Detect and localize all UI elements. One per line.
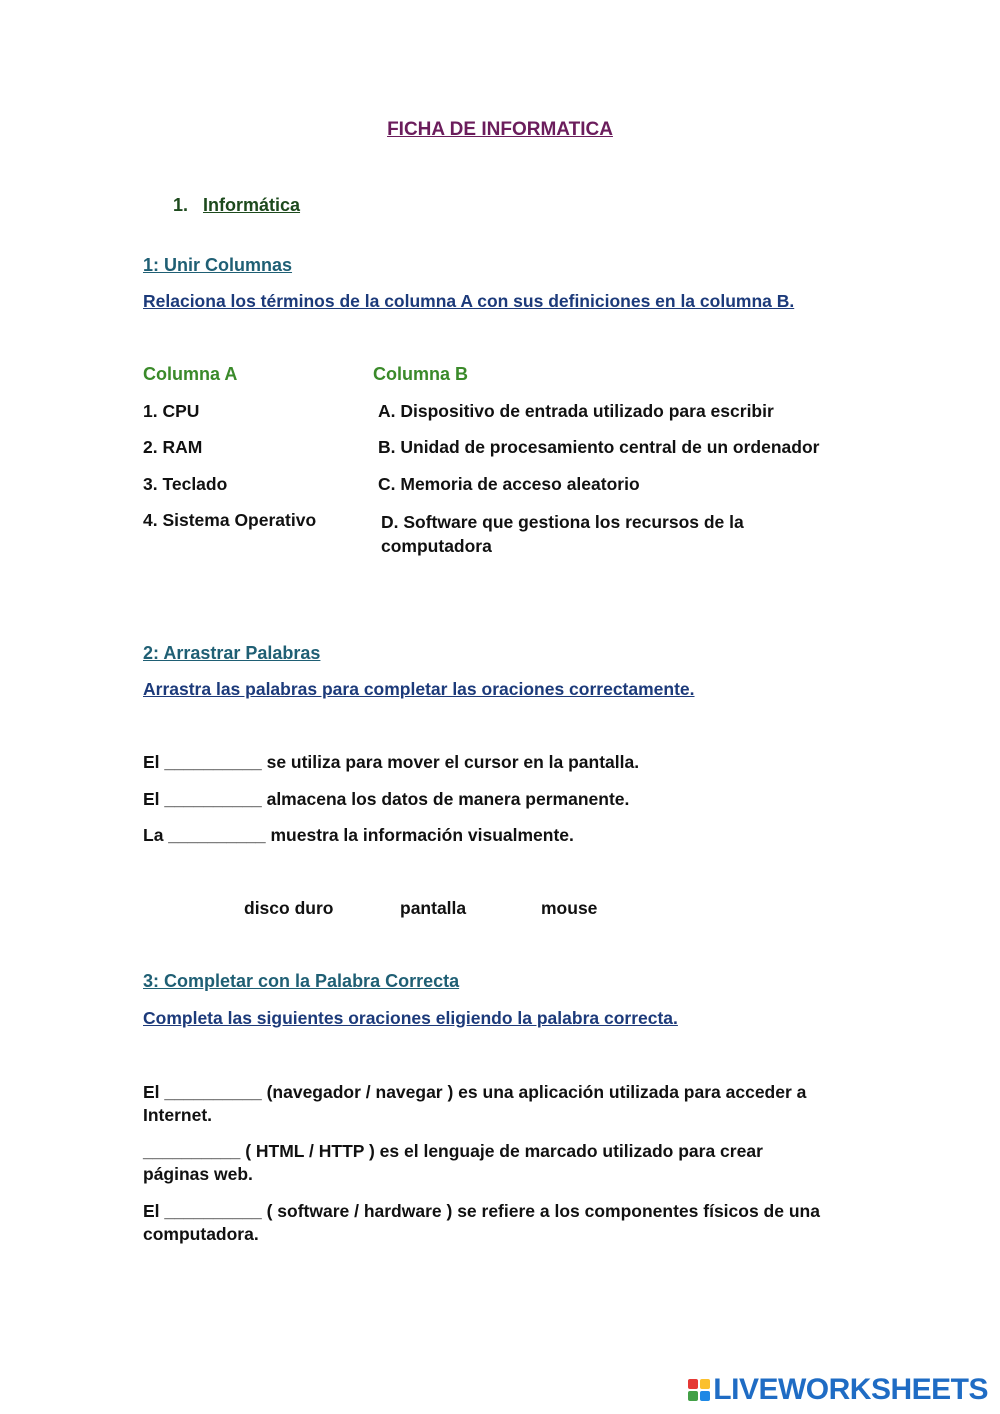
section-name: Informática [203, 195, 301, 215]
column-a-header: Columna A [143, 364, 238, 384]
part1-instruction: Relaciona los términos de la columna A con sus definiciones en la columna B. [143, 291, 795, 311]
column-a-item[interactable]: 3. Teclado [143, 474, 228, 494]
part2-heading: 2: Arrastrar Palabras [143, 643, 321, 663]
column-b-item[interactable]: B. Unidad de procesamiento central de un ordenador [378, 437, 820, 457]
column-b-header: Columna B [373, 364, 469, 384]
part2-instruction: Arrastra las palabras para completar las oraciones correctamente. [143, 679, 695, 699]
drag-sentence[interactable]: El __________ almacena los datos de manera permanente. [143, 789, 630, 809]
drag-word-disco-duro[interactable]: disco duro [244, 898, 334, 918]
logo-text: LIVEWORKSHEETS [713, 1373, 988, 1406]
drag-word-mouse[interactable]: mouse [541, 898, 598, 918]
section-number: 1. [173, 195, 189, 215]
column-b-item[interactable]: C. Memoria de acceso aleatorio [378, 474, 640, 494]
column-a-item[interactable]: 4. Sistema Operativo [143, 510, 317, 530]
liveworksheets-logo-icon [688, 1379, 710, 1401]
choice-sentence[interactable]: El __________ (navegador / navegar ) es una aplicación utilizada para acceder a Internet. [143, 1082, 807, 1125]
column-b-item[interactable]: D. Software que gestiona los recursos de la computadora [381, 512, 744, 556]
page-title: FICHA DE INFORMATICA [387, 119, 613, 140]
column-a-item[interactable]: 1. CPU [143, 401, 200, 421]
drag-sentence[interactable]: La __________ muestra la información visualmente. [143, 825, 574, 845]
choice-sentence[interactable]: El __________ ( software / hardware ) se refiere a los componentes físicos de una computadora. [143, 1201, 820, 1244]
drag-sentence[interactable]: El __________ se utiliza para mover el cursor en la pantalla. [143, 752, 640, 772]
column-a-item[interactable]: 2. RAM [143, 437, 203, 457]
column-b-item[interactable]: A. Dispositivo de entrada utilizado para escribir [378, 401, 774, 421]
liveworksheets-logo [688, 1372, 988, 1408]
choice-sentence[interactable]: __________ ( HTML / HTTP ) es el lenguaje de marcado utilizado para crear páginas web. [143, 1141, 763, 1184]
part3-heading: 3: Completar con la Palabra Correcta [143, 971, 460, 991]
drag-word-pantalla[interactable]: pantalla [400, 898, 467, 918]
part3-instruction: Completa las siguientes oraciones eligiendo la palabra correcta. [143, 1008, 678, 1028]
part1-heading: 1: Unir Columnas [143, 255, 293, 275]
